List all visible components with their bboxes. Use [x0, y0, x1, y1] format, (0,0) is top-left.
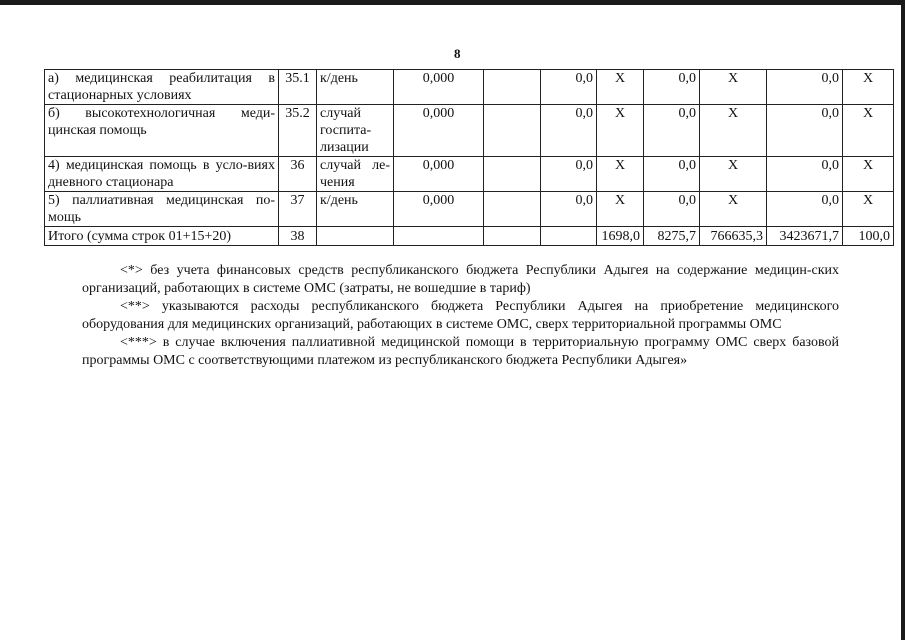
row-line-number: 37 — [279, 192, 317, 227]
total-cell: 8275,7 — [644, 227, 700, 246]
row-cell: 0,0 — [767, 70, 843, 105]
total-cell: 1698,0 — [597, 227, 644, 246]
total-cell — [317, 227, 394, 246]
row-line-number: 35.2 — [279, 105, 317, 157]
scan-border-top — [0, 0, 905, 5]
row-unit: к/день — [317, 70, 394, 105]
row-cell: 0,0 — [644, 192, 700, 227]
footnotes — [82, 262, 839, 370]
row-name: 5) паллиативная медицинская по-мощь — [45, 192, 279, 227]
row-cell: Х — [843, 70, 894, 105]
row-cell: Х — [597, 105, 644, 157]
table-row — [45, 105, 894, 157]
row-cell: Х — [700, 192, 767, 227]
row-cell — [484, 157, 541, 192]
row-volume: 0,000 — [394, 70, 484, 105]
row-volume: 0,000 — [394, 192, 484, 227]
footnote-2: <**> указываются расходы республиканского бюджета Республики Адыгея на приобретение медицинского оборудования для медицинских организаций, работающих в системе ОМС, сверх территориальной программы ОМС — [82, 299, 839, 332]
row-name: а) медицинская реабилитация в стационарных условиях — [45, 70, 279, 105]
row-cell: Х — [843, 192, 894, 227]
row-line-number: 36 — [279, 157, 317, 192]
row-cell — [484, 192, 541, 227]
financing-table — [44, 69, 894, 246]
row-cell: Х — [597, 70, 644, 105]
total-row — [45, 227, 894, 246]
row-line-number: 35.1 — [279, 70, 317, 105]
row-cell: 0,0 — [644, 105, 700, 157]
row-cell: 0,0 — [541, 192, 597, 227]
row-cell: Х — [700, 105, 767, 157]
row-cell — [484, 105, 541, 157]
total-name: Итого (сумма строк 01+15+20) — [45, 227, 279, 246]
row-unit: к/день — [317, 192, 394, 227]
row-cell: 0,0 — [541, 105, 597, 157]
scan-border-right — [901, 0, 905, 640]
row-cell — [484, 70, 541, 105]
row-cell: 0,0 — [644, 157, 700, 192]
table-row — [45, 70, 894, 105]
row-cell: Х — [597, 157, 644, 192]
row-cell: 0,0 — [767, 192, 843, 227]
table-row — [45, 157, 894, 192]
row-cell: 0,0 — [767, 157, 843, 192]
row-name: 4) медицинская помощь в усло-виях дневного стационара — [45, 157, 279, 192]
total-cell: 3423671,7 — [767, 227, 843, 246]
page-number: 8 — [454, 46, 461, 61]
row-name: б) высокотехнологичная меди-цинская помощь — [45, 105, 279, 157]
row-cell: 0,0 — [541, 157, 597, 192]
row-cell: Х — [843, 157, 894, 192]
total-cell — [541, 227, 597, 246]
row-cell: 0,0 — [644, 70, 700, 105]
table-row — [45, 192, 894, 227]
row-cell: 0,0 — [541, 70, 597, 105]
footnote-3: <***> в случае включения паллиативной медицинской помощи в территориальную программу ОМС сверх базовой программы ОМС с соответствующими платежом из республиканского бюджета Республики Адыгея» — [82, 335, 839, 368]
row-cell: 0,0 — [767, 105, 843, 157]
row-unit: случай госпита-лизации — [317, 105, 394, 157]
row-volume: 0,000 — [394, 157, 484, 192]
row-cell: Х — [700, 157, 767, 192]
total-line-number: 38 — [279, 227, 317, 246]
footnote-1: <*> без учета финансовых средств республиканского бюджета Республики Адыгея на содержание медицин-ских организаций, работающих в системе ОМС (затраты, не вошедшие в тариф) — [82, 263, 839, 296]
total-cell: 100,0 — [843, 227, 894, 246]
total-cell — [484, 227, 541, 246]
total-cell: 766635,3 — [700, 227, 767, 246]
total-cell — [394, 227, 484, 246]
row-cell: Х — [843, 105, 894, 157]
row-volume: 0,000 — [394, 105, 484, 157]
row-cell: Х — [597, 192, 644, 227]
row-cell: Х — [700, 70, 767, 105]
row-unit: случай ле-чения — [317, 157, 394, 192]
